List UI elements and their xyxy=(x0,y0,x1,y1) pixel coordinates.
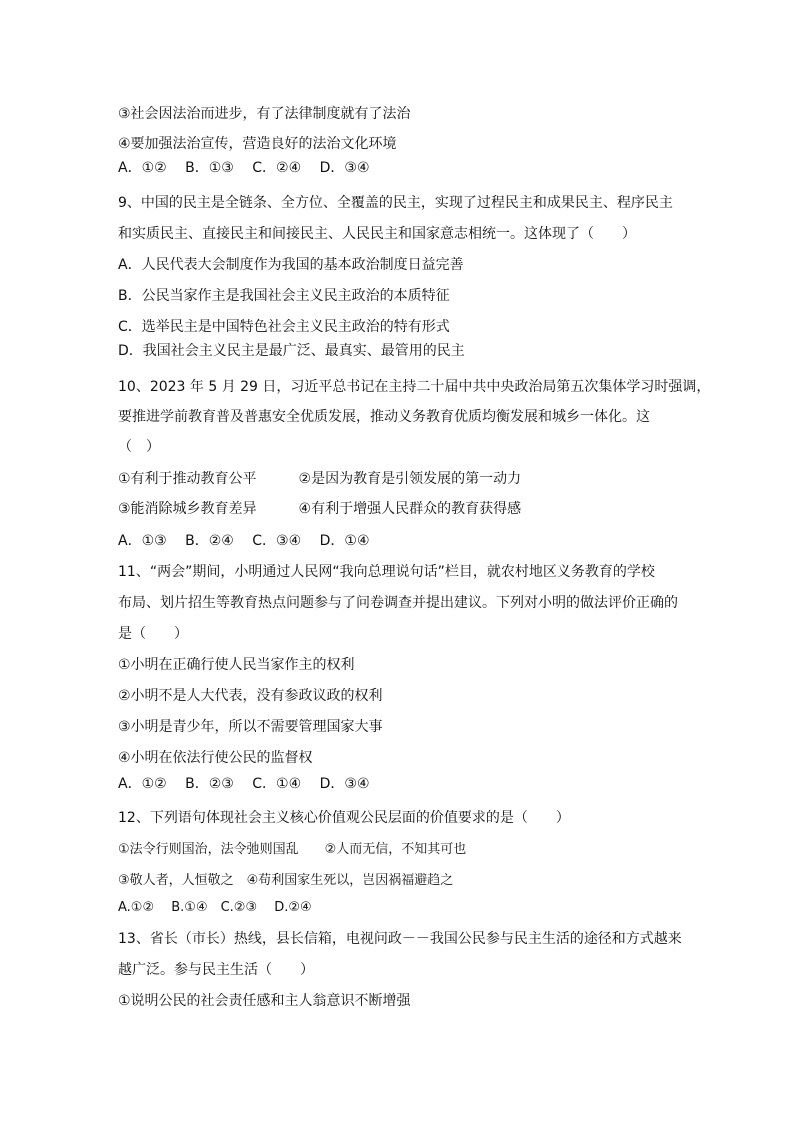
question-9-option-d: D．我国社会主义民主是最广泛、最真实、最管用的民主 xyxy=(118,343,465,359)
question-12-choices: A.①② B.①④ C.②③ D.②④ xyxy=(118,900,312,915)
question-12-options-1-2: ①法令行则国治，法令弛则国乱 ②人而无信，不知其可也 xyxy=(118,842,467,857)
question-10-stem-line-1: 10、2023 年 5 月 29 日，习近平总书记在主持二十届中共中央政治局第五次集体学习时强调， xyxy=(118,379,711,395)
question-11-stem-line-2: 布局、划片招生等教育热点问题参与了问卷调查并提出建议。下列对小明的做法评价正确的 xyxy=(118,595,678,611)
question-9-option-c: C．选举民主是中国特色社会主义民主政治的特有形式 xyxy=(118,319,450,335)
question-10-options-1-2: ①有利于推动教育公平 ②是因为教育是引领发展的第一动力 xyxy=(118,471,522,487)
question-11-option-1: ①小明在正确行使人民当家作主的权利 xyxy=(118,657,355,673)
question-12-stem: 12、下列语句体现社会主义核心价值观公民层面的价值要求的是（ ） xyxy=(118,810,570,826)
question-9-stem-line-1: 9、中国的民主是全链条、全方位、全覆盖的民主，实现了过程民主和成果民主、程序民主 xyxy=(118,195,673,211)
question-11-option-2: ②小明不是人大代表，没有参政议政的权利 xyxy=(118,688,383,704)
question-10-choices: A．①③ B．②④ C．③④ D．①④ xyxy=(118,533,370,549)
question-8-choices: A．①② B．①③ C．②④ D．③④ xyxy=(118,160,370,176)
question-11-stem-line-3: 是（ ） xyxy=(118,626,188,642)
question-13-stem-line-1: 13、省长（市长）热线，县长信箱，电视问政－－我国公民参与民主生活的途径和方式越来 xyxy=(118,931,682,947)
question-10-stem-line-3: （ ） xyxy=(118,439,160,455)
question-11-option-3: ③小明是青少年，所以不需要管理国家大事 xyxy=(118,719,383,735)
question-10-stem-line-2: 要推进学前教育普及普惠安全优质发展，推动义务教育优质均衡发展和城乡一体化。这 xyxy=(118,409,650,425)
question-11-choices: A．①② B．②③ C．①④ D．③④ xyxy=(118,776,370,792)
question-8-option-3: ③社会因法治而进步，有了法律制度就有了法治 xyxy=(118,106,411,122)
question-9-stem-line-2: 和实质民主、直接民主和间接民主、人民民主和国家意志相统一。这体现了（ ） xyxy=(118,226,636,242)
question-10-options-3-4: ③能消除城乡教育差异 ④有利于增强人民群众的教育获得感 xyxy=(118,501,522,517)
question-9-option-b: B．公民当家作主是我国社会主义民主政治的本质特征 xyxy=(118,288,450,304)
question-9-option-a: A．人民代表大会制度作为我国的基本政治制度日益完善 xyxy=(118,257,464,273)
question-13-option-1: ①说明公民的社会责任感和主人翁意识不断增强 xyxy=(118,993,411,1009)
question-11-stem-line-1: 11、“两会”期间，小明通过人民网“我向总理说句话”栏目，就农村地区义务教育的学校 xyxy=(118,564,655,580)
question-8-option-4: ④要加强法治宣传，营造良好的法治文化环境 xyxy=(118,136,397,152)
question-13-stem-line-2: 越广泛。参与民主生活（ ） xyxy=(118,962,314,978)
question-11-option-4: ④小明在依法行使公民的监督权 xyxy=(118,750,313,766)
question-12-options-3-4: ③敬人者，人恒敬之 ④苟利国家生死以，岂因祸福避趋之 xyxy=(118,873,454,888)
